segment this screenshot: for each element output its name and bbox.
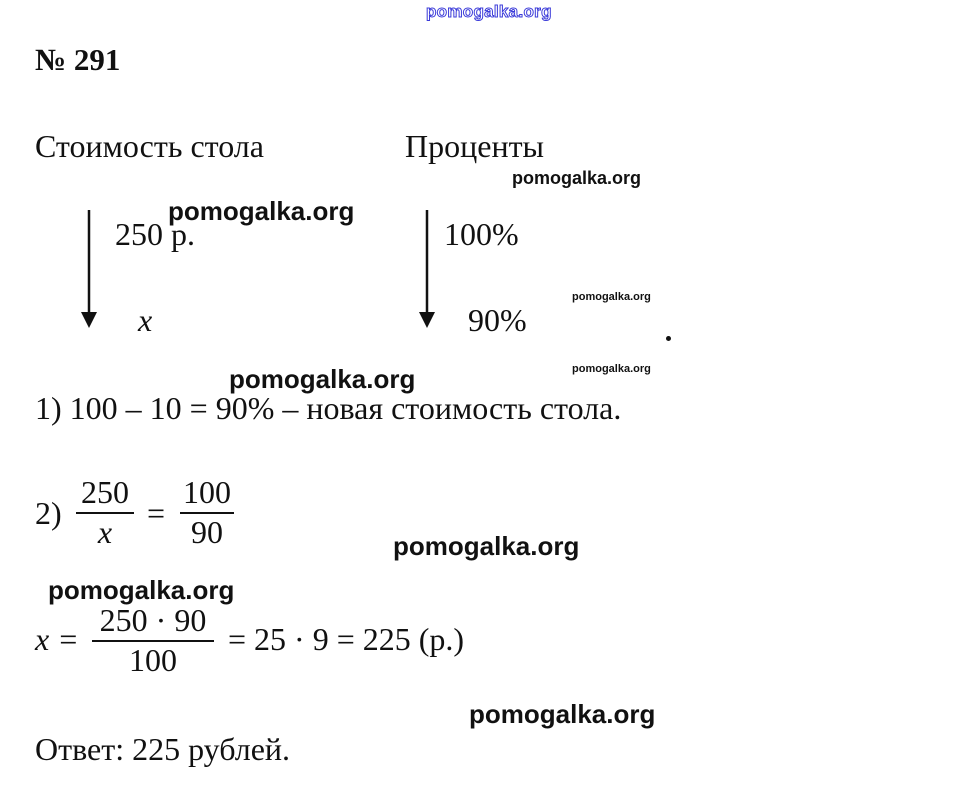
fraction-denominator: x [97,514,113,550]
watermark: pomogalka.org [168,196,355,226]
cost-value-initial: 250 р. [115,216,195,252]
percent-value-initial: 100% [444,216,519,252]
watermark-top: pomogalka.org [426,2,552,21]
column-header-percent: Проценты [405,128,545,164]
fraction-numerator: 250 [81,474,129,510]
fraction-denominator: 90 [191,514,223,550]
arrow-down-icon [418,210,438,330]
step-1: 1) 100 – 10 = 90% – новая стоимость стола. [35,390,622,426]
watermark [572,17,579,18]
step-3-result: = 25 · 9 = 225 (р.) [228,621,465,657]
watermark: pomogalka.org [469,699,656,729]
percent-value-new: 90% [468,302,527,338]
fraction-solution [92,604,214,676]
fraction-left [76,476,134,548]
watermark: pomogalka.org [572,291,651,303]
watermark: pomogalka.org [48,575,235,605]
answer: Ответ: 225 рублей. [35,731,291,767]
column-header-cost: Стоимость стола [35,128,264,164]
equals-sign: = [147,495,166,531]
problem-number: № 291 [35,42,121,77]
watermark: pomogalka.org [512,168,642,188]
dot-mark [666,336,671,341]
watermark: pomogalka.org [572,363,651,375]
step-3-lhs: x = [35,621,79,657]
arrow-down-icon [80,210,100,330]
fraction-denominator: 100 [129,642,177,678]
watermark: pomogalka.org [229,364,416,394]
fraction-right [180,476,234,548]
fraction-numerator: 100 [183,474,231,510]
step-2-label: 2) [35,495,62,531]
fraction-numerator: 250 · 90 [99,602,207,638]
cost-value-unknown: x [138,302,153,338]
watermark: pomogalka.org [393,531,580,561]
